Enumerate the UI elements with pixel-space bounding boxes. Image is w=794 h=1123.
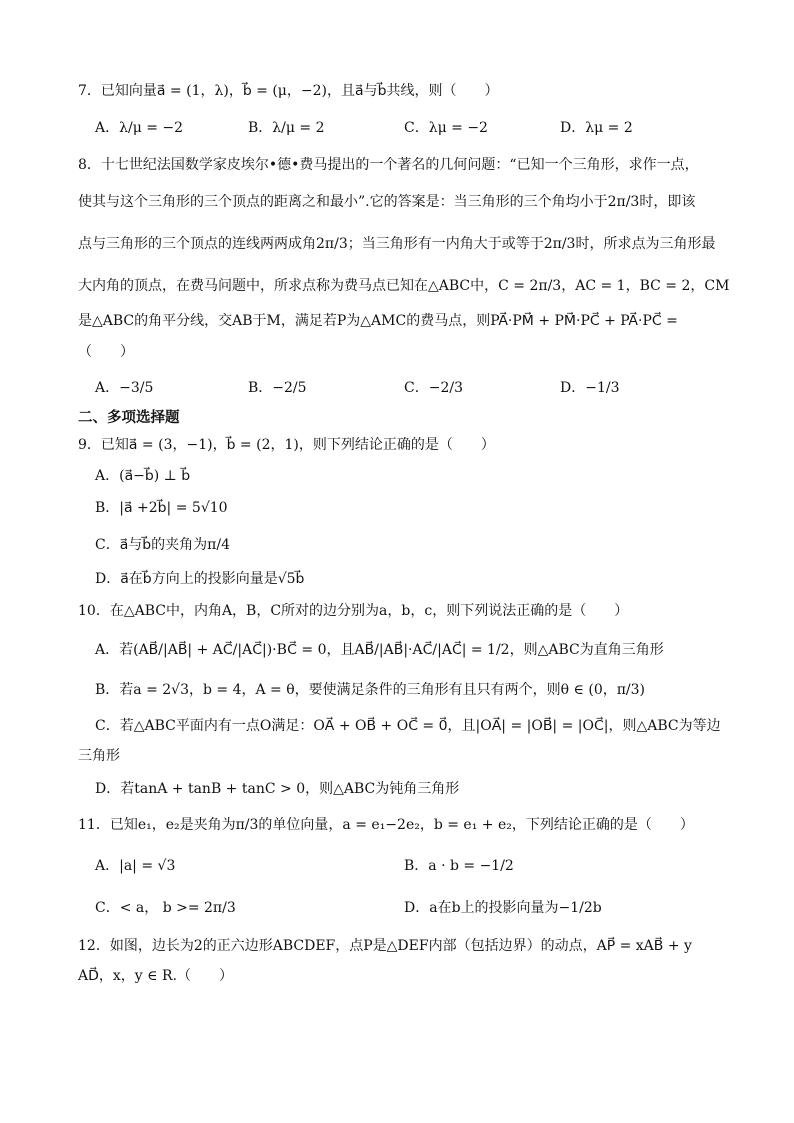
- section-heading: 二、多项选择题: [78, 409, 180, 426]
- q7-option-b: B．λ/μ = 2: [248, 120, 325, 136]
- q8-option-d: D．−1/3: [560, 380, 620, 396]
- q8-line-5: 是△ABC的角平分线，交AB于M，满足若P为△AMC的费马点，则PA⃗·PM⃗ + PM⃗·PC⃗ + PA⃗·PC⃗ =: [78, 313, 678, 329]
- q9-option-b: B．|a⃗ +2b⃗| = 5√10: [95, 500, 228, 516]
- q8-option-b: B．−2/5: [248, 380, 307, 396]
- q9-option-d: D．a⃗在b⃗方向上的投影向量是√5b⃗: [95, 571, 305, 587]
- q10-option-c-cont: 三角形: [78, 748, 120, 764]
- q8-option-a: A．−3/5: [95, 380, 154, 396]
- q8-line-3: 点与三角形的三个顶点的连线两两成角2π/3；当三角形有一内角大于或等于2π/3时，所求点为三角形最: [78, 236, 716, 252]
- q11-option-b: B．a · b = −1/2: [404, 858, 514, 874]
- q8-option-c: C．−2/3: [404, 380, 463, 396]
- q10-option-d: D．若tanA + tanB + tanC > 0，则△ABC为钝角三角形: [95, 781, 460, 797]
- q7-stem: 7．已知向量a⃗ = (1，λ)，b⃗ = (μ，−2)，且a⃗与b⃗共线，则（ ）: [78, 83, 499, 99]
- q10-stem: 10．在△ABC中，内角A，B，C所对的边分别为a，b，c，则下列说法正确的是（ ）: [78, 603, 629, 619]
- q9-stem: 9．已知a⃗ = (3，−1)，b⃗ = (2，1)，则下列结论正确的是（ ）: [78, 437, 495, 453]
- q8-line-6: （ ）: [78, 344, 134, 360]
- q10-option-b: B．若a = 2√3，b = 4，A = θ，要使满足条件的三角形有且只有两个，则θ ∈ (0，π/3): [95, 682, 646, 698]
- q12-line-1: 12．如图，边长为2的正六边形ABCDEF，点P是△DEF内部（包括边界）的动点，AP⃗ = xAB⃗ + y: [78, 938, 692, 954]
- q12-line-2: AD⃗，x，y ∈ R.（ ）: [78, 968, 233, 984]
- q11-option-a: A．|a| = √3: [95, 858, 176, 874]
- q10-option-c: C．若△ABC平面内有一点O满足：OA⃗ + OB⃗ + OC⃗ = 0⃗，且|OA⃗| = |OB⃗| = |OC⃗|，则△ABC为等边: [95, 718, 721, 734]
- q7-option-d: D．λμ = 2: [560, 120, 633, 136]
- q11-option-c: C．< a， b >= 2π/3: [95, 900, 236, 916]
- q9-option-c: C．a⃗与b⃗的夹角为π/4: [95, 537, 231, 553]
- q7-option-a: A．λ/μ = −2: [95, 120, 184, 136]
- q9-option-a: A．(a⃗−b⃗) ⊥ b⃗: [95, 468, 191, 484]
- q11-option-d: D．a在b上的投影向量为−1/2b: [404, 900, 602, 916]
- q7-option-c: C．λμ = −2: [404, 120, 488, 136]
- q11-stem: 11．已知e₁，e₂是夹角为π/3的单位向量，a = e₁−2e₂，b = e₁ + e₂，下列结论正确的是（ ）: [78, 817, 694, 833]
- q10-option-a: A．若(AB⃗/|AB⃗| + AC⃗/|AC⃗|)·BC⃗ = 0，且AB⃗/|AB⃗|·AC⃗/|AC⃗| = 1/2，则△ABC为直角三角形: [95, 642, 664, 658]
- q8-line-4: 大内角的顶点，在费马问题中，所求点称为费马点已知在△ABC中，C = 2π/3，AC = 1，BC = 2，CM: [78, 278, 730, 294]
- q8-line-2: 使其与这个三角形的三个顶点的距离之和最小”.它的答案是：当三角形的三个角均小于2π/3时，即该: [78, 194, 696, 210]
- q8-line-1: 8．十七世纪法国数学家皮埃尔•德•费马提出的一个著名的几何问题：“已知一个三角形，求作一点，: [78, 157, 699, 173]
